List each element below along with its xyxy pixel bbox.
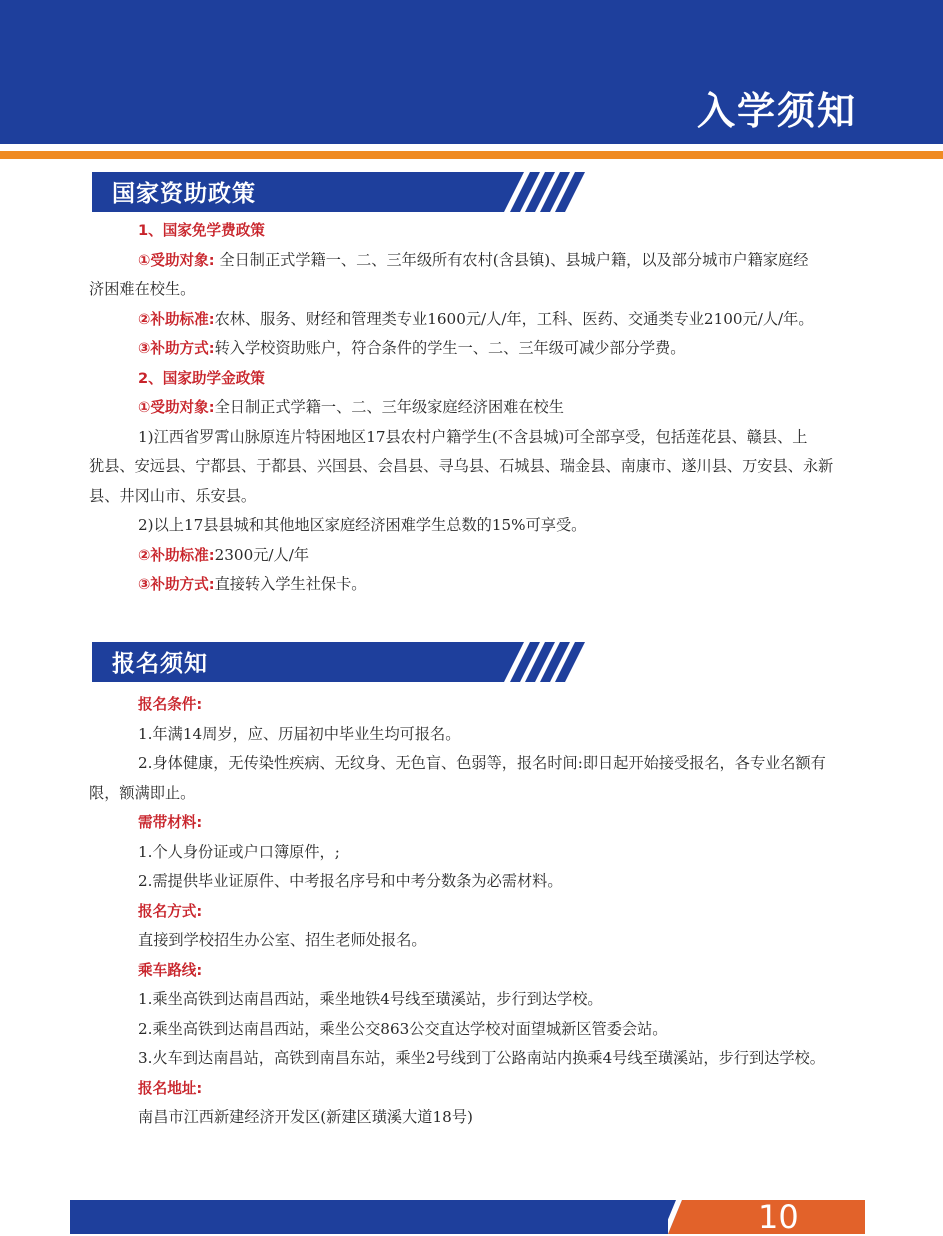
body-text: 2)以上17县县城和其他地区家庭经济困难学生总数的15%可享受。 [138,516,587,534]
highlight-label: 报名条件: [138,696,203,713]
text-line [138,926,848,956]
text-line [138,334,848,364]
text-line [138,1103,848,1133]
text-line [138,1044,848,1074]
text-line [138,216,848,246]
body-text: 转入学校资助账户，符合条件的学生一、二、三年级可减少部分学费。 [214,339,686,357]
page-number: 10 [758,1198,799,1236]
text-line [138,897,848,927]
highlight-label: 报名方式: [138,902,203,920]
body-text: 县、井冈山市、乐安县。 [89,486,257,505]
enrollment-content [89,690,848,1133]
text-line [138,570,848,600]
body-text: 犹县、安远县、宁都县、于都县、兴国县、会昌县、寻乌县、石城县、瑞金县、南康市、遂川县、万安县、永新 [89,457,834,475]
body-text: 2.身体健康，无传染性疾病、无纹身、无色盲、色弱等，报名时间:即日起开始接受报名，各专业名额有 [138,754,826,772]
highlight-label: 2、国家助学金政策 [138,369,265,387]
text-line [89,779,848,809]
body-text: 2300元/人/年 [214,545,310,564]
text-line [138,720,848,750]
text-line [89,482,848,512]
body-text: 1)江西省罗霄山脉原连片特困地区17县农村户籍学生(不含县城)可全部享受，包括莲花县、赣县、上 [138,427,808,446]
text-line [138,423,848,453]
body-text: 2.需提供毕业证原件、中考报名序号和中考分数条为必需材料。 [138,872,563,890]
section-header-enrollment [92,642,597,682]
body-text: 济困难在校生。 [89,280,196,298]
highlight-label: ②补助标准: [138,546,215,564]
body-text: 农林、服务、财经和管理类专业1600元/人/年，工科、医药、交通类专业2100元/人/年。 [214,309,814,328]
text-line [138,867,848,897]
text-line [138,393,848,423]
text-line [138,511,848,541]
highlight-label: 报名地址: [138,1079,203,1097]
text-line [89,275,848,305]
highlight-label: ②补助标准: [138,310,215,328]
highlight-label: ③补助方式: [138,340,215,357]
text-line [138,749,848,779]
text-line [138,305,848,335]
body-text: 3.火车到达南昌站，高铁到南昌东站，乘坐2号线到丁公路南站内换乘4号线至璜溪站，步行到达学校。 [138,1049,825,1067]
financial-aid-content [89,216,848,600]
text-line [138,364,848,394]
body-text: 2.乘坐高铁到达南昌西站，乘坐公交863公交直达学校对面望城新区管委会站。 [138,1019,668,1038]
header-orange-stripe [0,151,943,159]
header-band [0,0,943,144]
body-text: 直接转入学生社保卡。 [214,575,367,593]
text-line [138,985,848,1015]
text-line [138,690,848,720]
highlight-label: 乘车路线: [138,961,203,979]
body-text: 全日制正式学籍一、二、三年级所有农村(含县镇)、县城户籍，以及部分城市户籍家庭经 [214,250,809,269]
section-title: 报名须知 [112,651,208,677]
footer-band [70,1200,685,1234]
body-text: 直接到学校招生办公室、招生老师处报名。 [138,931,427,949]
highlight-label: 1、国家免学费政策 [138,222,265,239]
text-line [138,838,848,868]
body-text: 南昌市江西新建经济开发区(新建区璜溪大道18号) [138,1108,473,1126]
body-text: 1.年满14周岁，应、历届初中毕业生均可报名。 [138,724,461,743]
text-line [138,808,848,838]
highlight-label: ①受助对象: [138,399,215,416]
page-title: 入学须知 [696,89,857,133]
body-text: 1.个人身份证或户口簿原件，; [138,842,340,861]
highlight-label: ③补助方式: [138,576,215,593]
text-line [89,452,848,482]
text-line [138,1015,848,1045]
text-line [138,541,848,571]
body-text: 全日制正式学籍一、二、三年级家庭经济困难在校生 [214,398,564,416]
text-line [138,956,848,986]
body-text: 限，额满即止。 [89,783,196,802]
text-line [138,246,848,276]
highlight-label: ①受助对象: [138,251,215,269]
section-title: 国家资助政策 [112,181,256,207]
text-line [138,1074,848,1104]
section-header-financial-aid [92,172,597,212]
body-text: 1.乘坐高铁到达南昌西站，乘坐地铁4号线至璜溪站，步行到达学校。 [138,990,603,1008]
highlight-label: 需带材料: [138,814,203,831]
